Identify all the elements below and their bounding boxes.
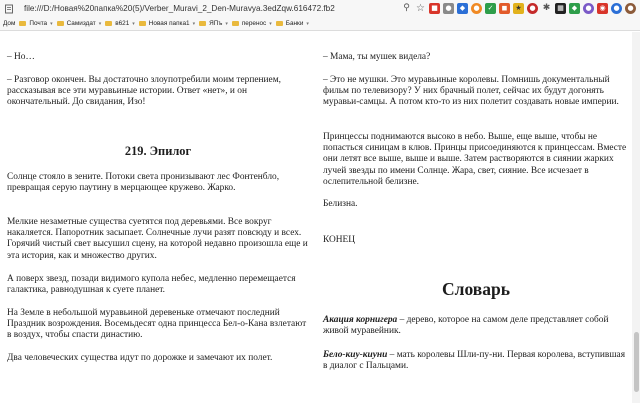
page-info-icon[interactable] [2,2,16,16]
chevron-down-icon: ▾ [50,20,53,27]
bookmark-label: в621 [115,20,130,27]
extension-grey-icon[interactable]: ● [443,3,454,14]
dictionary-term: Бело-киу-киуни [323,350,388,360]
folder-icon [199,21,206,26]
extension-red-icon[interactable]: ■ [429,3,440,14]
bookmark-folder-new[interactable] [139,20,195,27]
page-scrollbar[interactable] [632,32,640,403]
chevron-down-icon: ▾ [269,20,272,27]
dictionary-definition: – мать королевы Шли-пу-ни. Первая королева, вступившая в диалог с Пальцами. [323,350,626,372]
zoom-icon[interactable]: ⚲ [403,3,410,13]
dictionary-entry [323,350,629,372]
folder-icon [232,21,239,26]
bookmark-label: Банки [285,20,304,27]
folder-icon [105,21,112,26]
paragraph: Принцессы поднимаются высоко в небо. Выше, еще выше, чтобы не попасться синицам в клюв. Принцы присоединяются к принцессам. Вместе они летят все выше, выше и выше. Затем растворяются в сиянии жарких лучей звезды по имени Солнце. Жара, свет, сияние. Все исчезает в ослепительной белизне. [323,132,627,187]
bookmark-label: Почта [29,20,48,27]
paragraph: Два человеческих существа идут по дорожке и замечают их полет. [7,353,273,363]
paragraph: Мелкие незаметные существа суетятся под деревьями. Все вокруг накаляется. Папоротник засыпает. Солнечные лучи разят повсюду и всех. Горячий чистый свет высушил сцену, на которой недавно произошла еще и эта история, как и множество других. [7,217,308,261]
paragraph: Солнце стояло в зените. Потоки света пронизывают лес Фонтенбло, превращая серую паутину в мерцающее кружево. Жарко. [7,172,280,194]
chevron-down-icon: ▾ [192,20,196,27]
chevron-down-icon: ▾ [132,20,135,27]
scrollbar-thumb[interactable] [634,332,639,392]
bookmark-folder-v621[interactable] [105,20,135,27]
chevron-down-icon: ▾ [306,20,309,27]
address-toolbar [0,0,640,17]
extension-red-round-icon[interactable]: ● [527,3,538,14]
folder-icon [139,21,146,26]
extension-blue-icon[interactable]: ◆ [457,3,468,14]
profile-avatar-icon[interactable]: ● [625,3,636,14]
chevron-down-icon: ▾ [225,20,228,27]
paragraph: – Но… [7,52,35,62]
bookmark-folder-mail[interactable] [19,20,52,27]
folder-icon [19,21,26,26]
chevron-down-icon: ▾ [98,20,102,27]
dictionary-entry [323,315,629,337]
bookmark-label: ЯПъ [209,20,223,27]
extension-green-icon[interactable]: ✓ [485,3,496,14]
paragraph: – Это не мушки. Это муравьиные королевы. Помнишь документальный фильм по телевизору? У них брачный полет, сейчас их будут догонять муравьи-самцы. А потом кто-то из них полетит создавать новые империи. [323,75,619,108]
paragraph: – Разговор окончен. Вы достаточно злоупотребили моим терпением, рассказывая все эти муравьиные истории. Ответ «нет», и он окончательный. До свидания, Изо! [7,75,281,108]
bookmark-folder-perenos[interactable] [232,20,272,27]
extension-purple-icon[interactable]: ● [583,3,594,14]
paragraph: На Земле в небольшой муравьиной деревеньке отмечают последний Праздник возрождения. Восемьдесят одна принцесса Бел-о-Кана взлетают в воздух, чтобы спасти династию. [7,308,307,341]
extensions-puzzle-icon[interactable]: ✱ [542,3,551,13]
bookmarks-bar [0,17,640,31]
bookmark-folder-banks[interactable] [276,20,309,27]
paragraph: – Мама, ты мушек видела? [323,52,431,62]
dictionary-title: Словарь [442,279,510,299]
dictionary-definition: – дерево, которое на самом деле представляет собой живой муравейник. [323,315,609,337]
extension-multi-icon[interactable]: ◼ [499,3,510,14]
book-page [0,32,640,403]
extension-red-square-icon[interactable]: ◉ [597,3,608,14]
extension-icons [401,3,640,14]
paragraph: Белизна. [323,199,358,209]
shield-icon[interactable]: ◆ [569,3,580,14]
extension-orange-icon[interactable]: ● [471,3,482,14]
bookmark-folder-samizdat[interactable] [57,20,102,27]
bookmark-folder-yap[interactable] [199,20,228,27]
bookmark-label: Новая папка1 [148,20,190,27]
paragraph: КОНЕЦ [323,235,356,245]
url-text[interactable]: file:///D:/Новая%20папка%20(5)/Verber_Muravi_2_Den-Muravya.3edZqw.616472.fb2 [24,4,335,13]
extension-yellow-icon[interactable]: ★ [513,3,524,14]
bookmark-label: перенос [241,20,267,27]
chapter-title: 219. Эпилог [124,144,192,158]
bookmark-label: Дом [3,20,16,27]
bookmark-label: Самиздат [66,20,96,27]
folder-icon [276,21,283,26]
star-icon[interactable]: ☆ [416,2,425,14]
bookmark-home[interactable] [3,20,15,27]
paragraph: А поверх звезд, позади видимого купола небес, медленно перемещается галактика, равнодушная к суете планет. [7,274,296,296]
extension-blue-round-icon[interactable]: ● [611,3,622,14]
qr-icon[interactable]: ▦ [555,3,566,14]
folder-icon [57,21,64,26]
dictionary-term: Акация корнигера [323,315,398,325]
